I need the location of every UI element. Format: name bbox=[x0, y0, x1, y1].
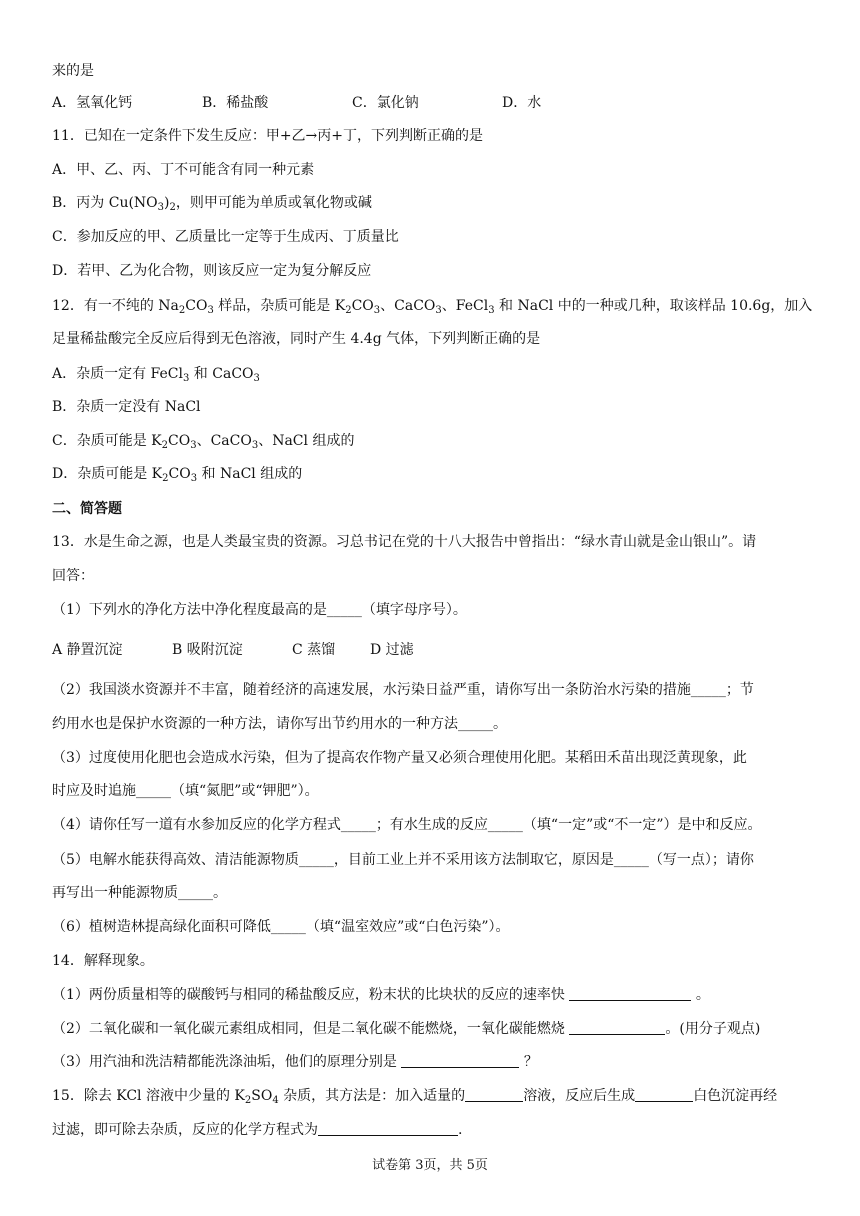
reaction-arrow: → bbox=[305, 128, 318, 144]
q11-option-d: D．若甲、乙为化合物，则该反应一定为复分解反应 bbox=[52, 263, 372, 279]
q13-part1: （1）下列水的净化方法中净化程度最高的是_____（填字母序号）。 bbox=[52, 602, 467, 618]
q13-part4: （4）请你任写一道有水参加反应的化学方程式_____；有水生成的反应_____（填“一定”或“不一定”）是中和反应。 bbox=[52, 817, 762, 833]
q13-part3-line1: （3）过度使用化肥也会造成水污染，但为了提高农作物产量又必须合理使用化肥。某稻田禾苗出现泛黄现象，此 bbox=[52, 750, 747, 766]
answer-blank[interactable] bbox=[569, 986, 691, 1001]
answer-blank[interactable] bbox=[318, 1121, 458, 1136]
q15-line1: 15．除去 KCl 溶液中少量的 $K_2SO_4$ 杂质，其方法是：加入适量的 溶液，反应后生成 白色沉淀再经 bbox=[52, 1088, 778, 1106]
q12-option-a: A．杂质一定有 FeCl$_3$ 和 CaCO$_3$ bbox=[52, 366, 260, 384]
q14-part1: （1）两份质量相等的碳酸钙与相同的稀盐酸反应，粉末状的比块状的反应的速率快 。 bbox=[52, 987, 710, 1003]
q13-option-d: D 过滤 bbox=[370, 642, 414, 658]
q12-option-d: D．杂质可能是 $K_2CO_3$ 和 NaCl 组成的 bbox=[52, 466, 303, 484]
section-heading: 二、简答题 bbox=[52, 501, 122, 517]
q12-option-b: B．杂质一定没有 NaCl bbox=[52, 399, 201, 415]
q10-stem-tail: 来的是 bbox=[52, 63, 94, 79]
q11-option-a: A．甲、乙、丙、丁不可能含有同一种元素 bbox=[52, 162, 315, 178]
answer-blank[interactable] bbox=[569, 1020, 665, 1035]
q13-stem-line1: 13．水是生命之源，也是人类最宝贵的资源。习总书记在党的十八大报告中曾指出：“绿水青山就是金山银山”。请 bbox=[52, 534, 757, 550]
q11-stem: 11．已知在一定条件下发生反应：甲+乙→丙+丁，下列判断正确的是 bbox=[52, 128, 484, 144]
q13-option-a: A 静置沉淀 bbox=[52, 642, 123, 658]
q10-option-c: C．氯化钠 bbox=[352, 95, 419, 111]
q13-part6: （6）植树造林提高绿化面积可降低_____（填“温室效应”或“白色污染”）。 bbox=[52, 919, 510, 935]
q14-title: 14．解释现象。 bbox=[52, 953, 154, 969]
q13-part3-line2: 时应及时追施_____（填“氮肥”或“钾肥”）。 bbox=[52, 783, 319, 799]
q10-option-a: A．氢氧化钙 bbox=[52, 95, 133, 111]
answer-blank[interactable] bbox=[465, 1087, 523, 1102]
answer-blank[interactable] bbox=[635, 1087, 693, 1102]
q13-part5-line1: （5）电解水能获得高效、清洁能源物质_____，目前工业上并不采用该方法制取它，原因是_____（写一点）；请你 bbox=[52, 852, 754, 868]
q13-part2-line1: （2）我国淡水资源并不丰富，随着经济的高速发展，水污染日益严重，请你写出一条防治水污染的措施_____；节 bbox=[52, 682, 754, 698]
page-footer: 试卷第 3页，共 5页 bbox=[372, 1158, 488, 1173]
q11-option-c: C．参加反应的甲、乙质量比一定等于生成丙、丁质量比 bbox=[52, 229, 399, 245]
q13-option-c: C 蒸馏 bbox=[292, 642, 336, 658]
q13-part5-line2: 再写出一种能源物质_____。 bbox=[52, 885, 227, 901]
q12-option-c: C．杂质可能是 $K_2CO_3$、CaCO$_3$、NaCl 组成的 bbox=[52, 433, 355, 451]
q13-stem-line2: 回答： bbox=[52, 568, 94, 584]
q15-line2: 过滤，即可除去杂质，反应的化学方程式为 . bbox=[52, 1122, 463, 1138]
q14-part3: （3）用汽油和洗洁精都能洗涤油垢，他们的原理分别是 ？ bbox=[52, 1054, 538, 1070]
q10-option-d: D．水 bbox=[502, 95, 542, 111]
q12-stem-line2: 足量稀盐酸完全反应后得到无色溶液，同时产生 4.4g 气体，下列判断正确的是 bbox=[52, 331, 541, 347]
q13-option-b: B 吸附沉淀 bbox=[172, 642, 243, 658]
q13-part2-line2: 约用水也是保护水资源的一种方法，请你写出节约用水的一种方法_____。 bbox=[52, 716, 507, 732]
q10-option-b: B．稀盐酸 bbox=[202, 95, 269, 111]
q14-part2: （2）二氧化碳和一氧化碳元素组成相同，但是二氧化碳不能燃烧，一氧化碳能燃烧 。(用分子观点) bbox=[52, 1021, 761, 1037]
q11-option-b: B．丙为 $Cu(NO_3)_2$，则甲可能为单质或氧化物或碱 bbox=[52, 195, 372, 213]
answer-blank[interactable] bbox=[401, 1053, 519, 1068]
q13-part1-options bbox=[52, 640, 812, 660]
q10-options bbox=[52, 93, 812, 113]
q12-stem-line1: 12．有一不纯的 $Na_2CO_3$ 样品，杂质可能是 $K_2CO_3$、CaCO$_3$、FeCl$_3$ 和 NaCl 中的一种或几种，取该样品 10.6g，加入 bbox=[52, 298, 813, 316]
